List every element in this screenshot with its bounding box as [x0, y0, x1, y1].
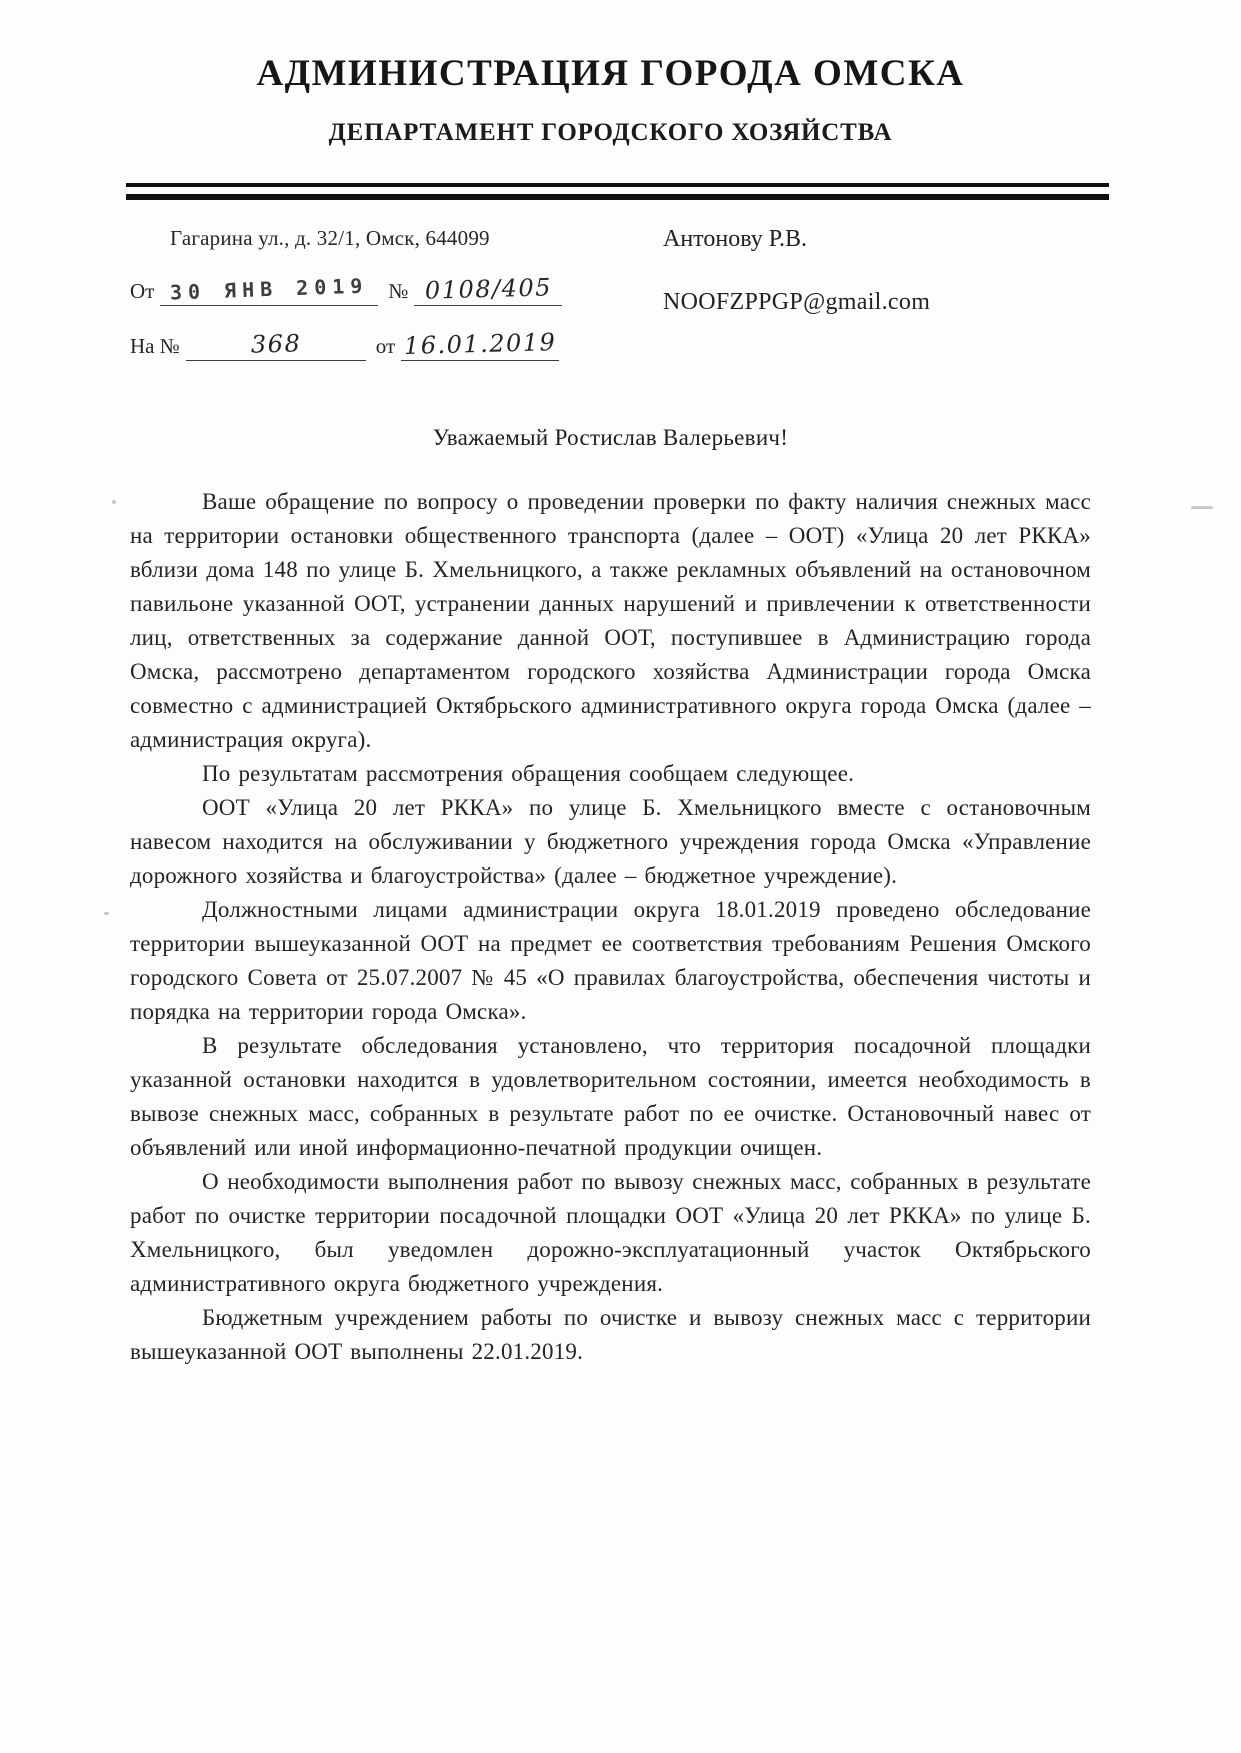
- recipient-email: NOOFZPPGP@gmail.com: [663, 289, 931, 315]
- outgoing-number: 0108/405: [424, 273, 553, 305]
- incoming-number-line: [186, 329, 366, 361]
- letter-body: [130, 485, 1091, 1369]
- body-paragraph-1: Ваше обращение по вопросу о проведении проверки по факту наличия снежных масс на территории остановки общественного транспорта (далее – ООТ) «Улица 20 лет РККА» вблизи дома 148 по улице Б. Хмельницкого, а также рекламных объявлений на остановочном павильоне указанной ООТ, устранении данных нарушений и привлечении к ответственности лиц, ответственных за содержание данной ООТ, поступившее в Администрацию города Омска, рассмотрено департаментом городского хозяйства Администрации города Омска совместно с администрацией Октябрьского административного округа города Омска (далее – администрация округа).: [130, 489, 1091, 752]
- date-stamp: 30 ЯНВ 2019: [169, 273, 369, 305]
- reference-block: [130, 226, 1091, 361]
- incoming-label: На №: [130, 334, 180, 358]
- date-stamp-line: [160, 273, 378, 306]
- scan-artifact: [1191, 506, 1213, 509]
- salutation: Уважаемый Ростислав Валерьевич!: [432, 425, 789, 450]
- scan-artifact: [104, 912, 109, 915]
- recipient-block: [635, 226, 1091, 361]
- body-paragraph-2: По результатам рассмотрения обращения сообщаем следующее.: [202, 761, 855, 786]
- org-subtitle: ДЕПАРТАМЕНТ ГОРОДСКОГО ХОЗЯЙСТВА: [328, 119, 893, 146]
- outgoing-number-line: [414, 273, 562, 306]
- letter-header: [130, 52, 1091, 200]
- body-paragraph-6: О необходимости выполнения работ по вывозу снежных масс, собранных в результате работ по очистке территории посадочной площадки ООТ «Улица 20 лет РККА» по улице Б. Хмельницкого, был уведомлен дорожно-эксплуатационный участок Октябрьского административного округа бюджетного учреждения.: [130, 1169, 1091, 1296]
- body-paragraph-7: Бюджетным учреждением работы по очистке и вывозу снежных масс с территории вышеуказанной ООТ выполнены 22.01.2019.: [130, 1305, 1091, 1364]
- from-label: От: [130, 279, 155, 303]
- outgoing-line: [130, 273, 635, 306]
- recipient-name: Антонову Р.В.: [663, 226, 808, 252]
- number-label: №: [388, 279, 409, 303]
- incoming-number: 368: [250, 329, 302, 359]
- body-paragraph-4: Должностными лицами администрации округа 18.01.2019 проведено обследование территории вышеуказанной ООТ на предмет ее соответствия требованиям Решения Омского городского Совета от 25.07.2007 № 45 «О правилах благоустройства, обеспечения чистоты и порядка на территории города Омска».: [130, 897, 1091, 1024]
- incoming-date-line: [401, 328, 559, 361]
- sender-reference: [130, 226, 635, 361]
- incoming-line: [130, 328, 635, 361]
- incoming-date: 16.01.2019: [403, 328, 557, 360]
- body-paragraph-3: ООТ «Улица 20 лет РККА» по улице Б. Хмельницкого вместе с остановочным навесом находится на обслуживании у бюджетного учреждения города Омска «Управление дорожного хозяйства и благоустройства» (далее – бюджетное учреждение).: [130, 795, 1091, 888]
- incoming-date-label: от: [375, 334, 396, 358]
- header-rule: [126, 183, 1109, 200]
- body-paragraph-5: В результате обследования установлено, что территория посадочной площадки указанной остановки находится в удовлетворительном состоянии, имеется необходимость в вывозе снежных масс, собранных в результате работ по ее очистке. Остановочный навес от объявлений или иной информационно-печатной продукции очищен.: [130, 1033, 1091, 1160]
- sender-address: Гагарина ул., д. 32/1, Омск, 644099: [170, 226, 490, 250]
- org-title: АДМИНИСТРАЦИЯ ГОРОДА ОМСКА: [256, 53, 965, 94]
- scan-artifact: [112, 500, 116, 504]
